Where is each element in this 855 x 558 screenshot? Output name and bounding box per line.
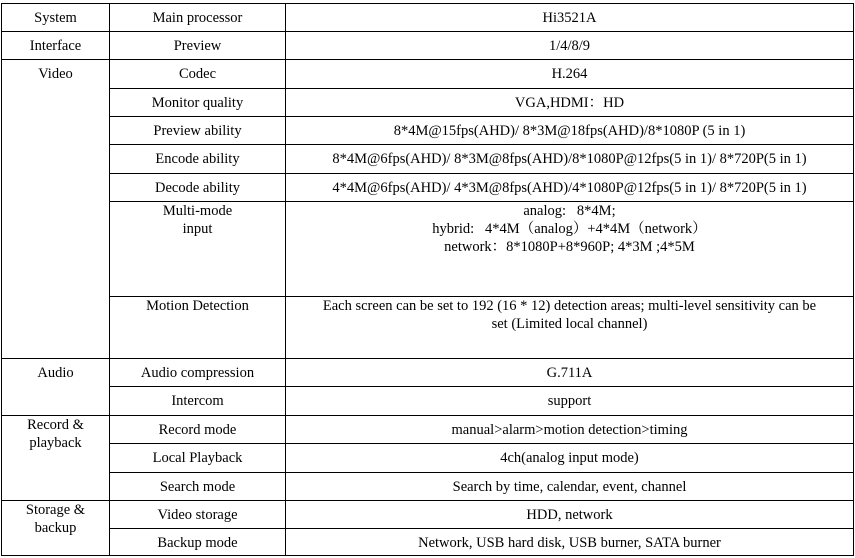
category-storage-line1: Storage &	[25, 502, 86, 518]
item-multi-mode-line1: Multi-mode	[162, 203, 233, 219]
category-record-line2: playback	[29, 435, 82, 451]
value-preview-ability: 8*4M@15fps(AHD)/ 8*3M@18fps(AHD)/8*1080P (5 in 1)	[286, 117, 854, 145]
value-local-playback: 4ch(analog input mode)	[286, 444, 854, 473]
value-monitor-quality: VGA,HDMI：HD	[286, 89, 854, 117]
table-row	[2, 145, 854, 174]
value-decode-ability: 4*4M@6fps(AHD)/ 4*3M@8fps(AHD)/4*1080P@12fps(5 in 1)/ 8*720P(5 in 1)	[286, 174, 854, 202]
table-row	[2, 297, 854, 359]
value-motion-detection	[286, 297, 854, 359]
value-backup-mode: Network, USB hard disk, USB burner, SATA burner	[286, 529, 854, 556]
item-main-processor: Main processor	[110, 4, 286, 32]
spec-table	[1, 3, 854, 556]
table-row	[2, 32, 854, 60]
item-multi-mode-line2: input	[182, 221, 213, 237]
value-motion-line1: Each screen can be set to 192 (16 * 12) detection areas; multi-level sensitivity can be	[322, 298, 817, 314]
table-row	[2, 416, 854, 444]
value-motion-line2: set (Limited local channel)	[491, 316, 648, 332]
item-audio-compression: Audio compression	[110, 359, 286, 387]
table-row	[2, 387, 854, 416]
item-preview-ability: Preview ability	[110, 117, 286, 145]
item-codec: Codec	[110, 60, 286, 89]
item-multi-mode-input	[110, 202, 286, 297]
value-main-processor: Hi3521A	[286, 4, 854, 32]
table-row	[2, 501, 854, 529]
value-codec: H.264	[286, 60, 854, 89]
category-interface: Interface	[2, 32, 110, 60]
value-intercom: support	[286, 387, 854, 416]
value-record-mode: manual>alarm>motion detection>timing	[286, 416, 854, 444]
table-row	[2, 89, 854, 117]
value-multi-network: network：8*1080P+8*960P; 4*3M ;4*5M	[444, 239, 695, 255]
table-row	[2, 359, 854, 387]
table-row	[2, 202, 854, 297]
item-preview: Preview	[110, 32, 286, 60]
item-monitor-quality: Monitor quality	[110, 89, 286, 117]
item-intercom: Intercom	[110, 387, 286, 416]
value-audio-compression: G.711A	[286, 359, 854, 387]
item-motion-detection: Motion Detection	[110, 297, 286, 359]
value-search-mode: Search by time, calendar, event, channel	[286, 473, 854, 501]
category-system: System	[2, 4, 110, 32]
item-video-storage: Video storage	[110, 501, 286, 529]
table-row	[2, 174, 854, 202]
category-storage-line2: backup	[34, 520, 77, 536]
item-encode-ability: Encode ability	[110, 145, 286, 174]
table-row	[2, 60, 854, 89]
value-multi-mode-input	[286, 202, 854, 297]
value-multi-analog: analog: 8*4M;	[523, 203, 616, 219]
table-row	[2, 444, 854, 473]
category-storage-backup	[2, 501, 110, 556]
item-decode-ability: Decode ability	[110, 174, 286, 202]
category-video: Video	[2, 60, 110, 359]
table-row	[2, 529, 854, 556]
item-local-playback: Local Playback	[110, 444, 286, 473]
item-backup-mode: Backup mode	[110, 529, 286, 556]
item-record-mode: Record mode	[110, 416, 286, 444]
table-row	[2, 4, 854, 32]
table-row	[2, 473, 854, 501]
value-video-storage: HDD, network	[286, 501, 854, 529]
value-preview: 1/4/8/9	[286, 32, 854, 60]
value-encode-ability: 8*4M@6fps(AHD)/ 8*3M@8fps(AHD)/8*1080P@12fps(5 in 1)/ 8*720P(5 in 1)	[286, 145, 854, 174]
category-audio: Audio	[2, 359, 110, 416]
table-row	[2, 117, 854, 145]
category-record-playback	[2, 416, 110, 501]
value-multi-hybrid: hybrid: 4*4M（analog）+4*4M（network）	[432, 221, 707, 237]
category-record-line1: Record &	[27, 417, 84, 433]
item-search-mode: Search mode	[110, 473, 286, 501]
